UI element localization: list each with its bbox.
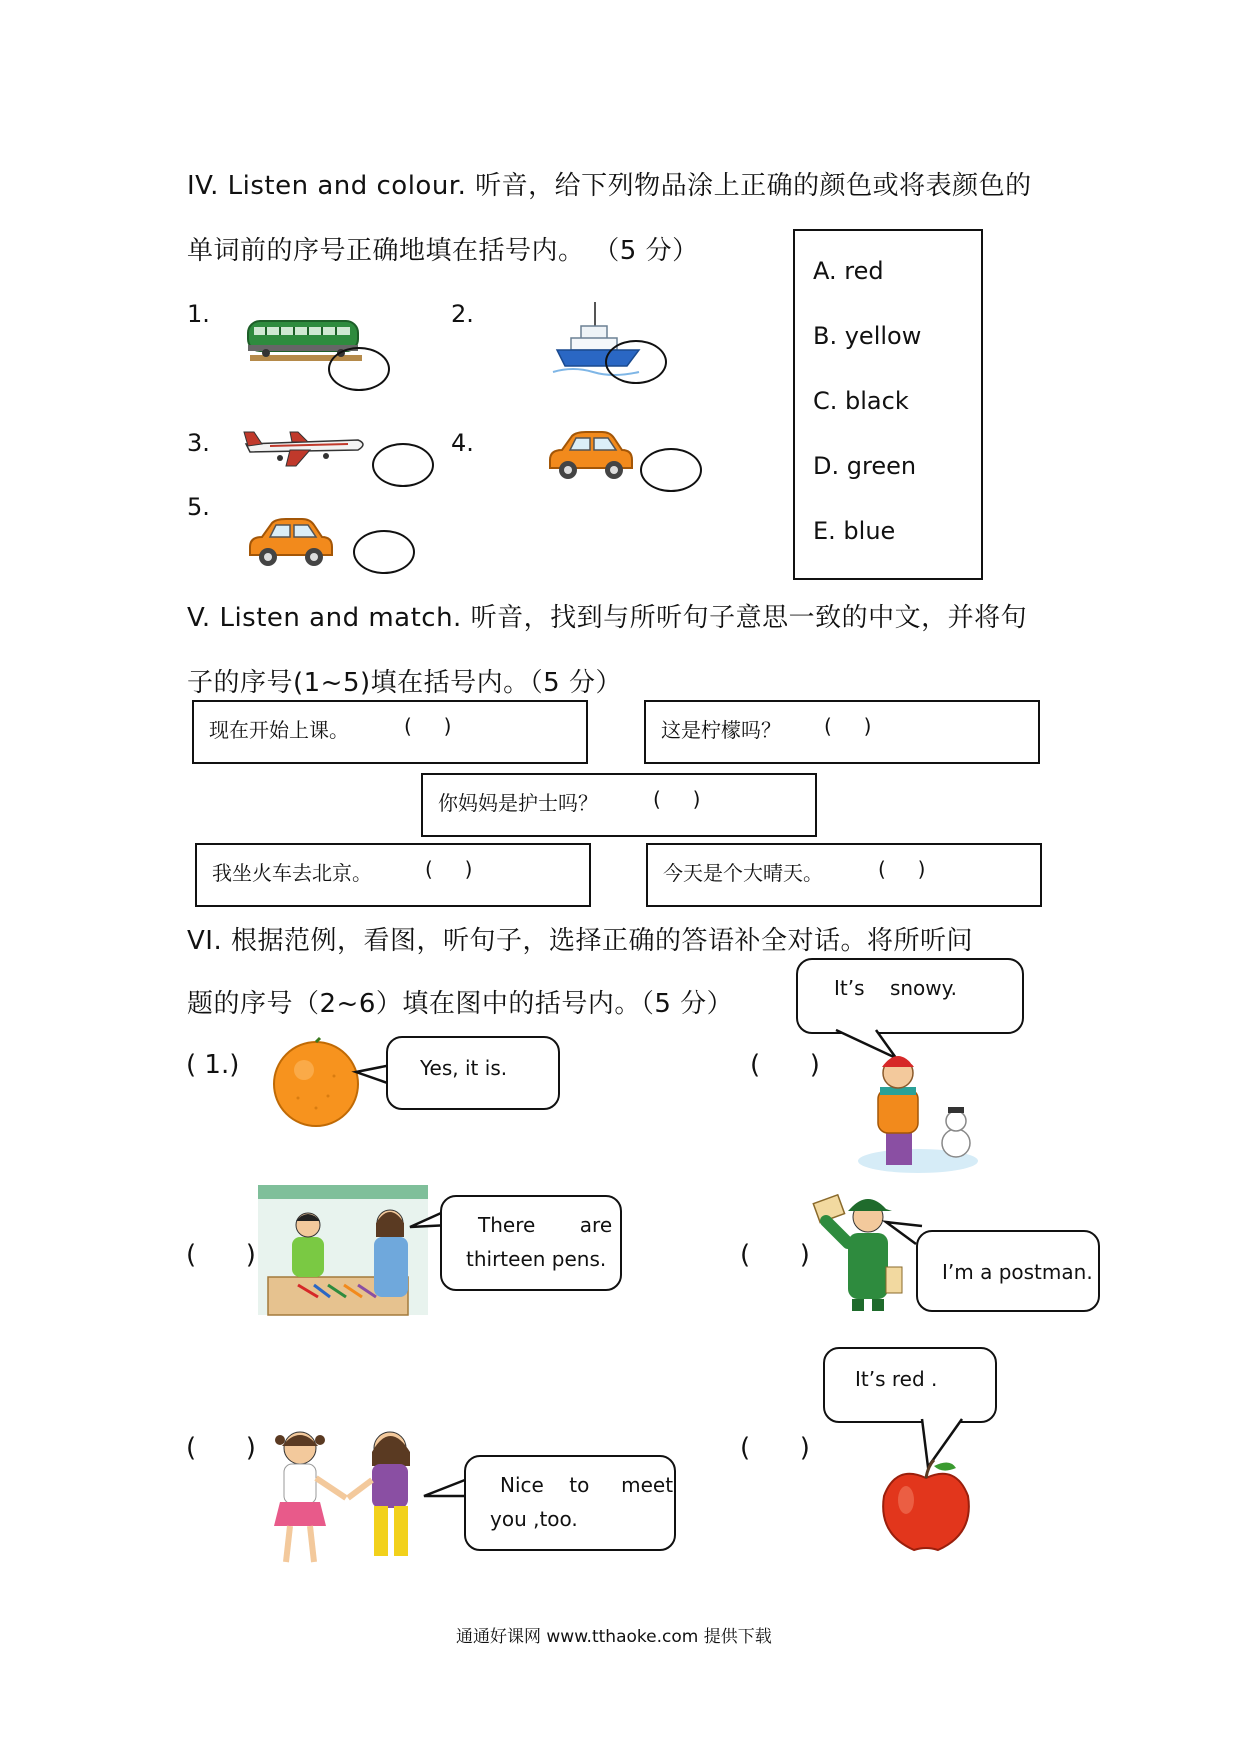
item-number-3: 3. [187, 429, 210, 457]
match-text: 你妈妈是护士吗？ [438, 791, 598, 815]
answer-circle-5[interactable] [353, 530, 415, 574]
section5-title-line1: V. Listen and match. 听音，找到与所听句子意思一致的中文，并将句 [187, 603, 1028, 633]
speech-bubble-postman: I’m a postman. [916, 1230, 1100, 1312]
orange-picture [268, 1036, 364, 1126]
two-girls-shaking-hands-picture [250, 1422, 440, 1572]
answer-paren[interactable]: ( ) [750, 1050, 820, 1080]
match-text: 我坐火车去北京。 [212, 861, 372, 885]
match-box-1 [192, 700, 588, 764]
match-box-2 [644, 700, 1040, 764]
option-red: A. red [813, 257, 884, 285]
speech-bubble-snowy: It’s snowy. [796, 958, 1024, 1034]
match-paren[interactable]: ( ) [878, 857, 926, 881]
option-yellow: B. yellow [813, 322, 922, 350]
option-black: C. black [813, 387, 909, 415]
option-green: D. green [813, 452, 917, 480]
section6-title-line1: VI. 根据范例，看图，听句子，选择正确的答语补全对话。将所听问 [187, 926, 973, 956]
car-picture [546, 428, 636, 482]
speech-bubble-nice-to-meet-you: Nice to meet you ,too. [464, 1455, 676, 1551]
item-number-5: 5. [187, 493, 210, 521]
option-blue: E. blue [813, 517, 896, 545]
colour-options-box [793, 229, 983, 580]
airplane-picture [240, 422, 370, 472]
match-text: 今天是个大晴天。 [663, 861, 823, 885]
item-number-2: 2. [451, 300, 474, 328]
classroom-pens-picture [258, 1185, 428, 1315]
child-in-snow-picture [856, 1045, 986, 1175]
apple-picture [876, 1456, 976, 1556]
answer-circle-2[interactable] [605, 340, 667, 384]
answer-paren[interactable]: ( ) [186, 1240, 256, 1270]
section4-title-line2: 单词前的序号正确地填在括号内。 （5 分） [187, 236, 699, 266]
match-paren[interactable]: ( ) [824, 714, 872, 738]
match-box-4 [195, 843, 591, 907]
answer-circle-3[interactable] [372, 443, 434, 487]
section5-title-line2: 子的序号(1~5)填在括号内。（5 分） [187, 668, 622, 698]
speech-bubble-yes-it-is: Yes, it is. [386, 1036, 560, 1110]
answer-circle-4[interactable] [640, 448, 702, 492]
match-box-3 [421, 773, 817, 837]
section6-title-line2: 题的序号（2~6）填在图中的括号内。（5 分） [187, 989, 734, 1019]
car-picture [246, 515, 336, 569]
answer-paren[interactable]: ( ) [740, 1240, 810, 1270]
match-box-5 [646, 843, 1042, 907]
match-text: 现在开始上课。 [209, 718, 349, 742]
match-paren[interactable]: ( ) [653, 787, 701, 811]
answer-paren[interactable]: ( ) [740, 1433, 810, 1463]
footer-text: 通通好课网 www.tthaoke.com 提供下载 [456, 1627, 772, 1647]
item-number-1: 1. [187, 300, 210, 328]
speech-bubble-thirteen-pens: There are thirteen pens. [440, 1195, 622, 1291]
match-paren[interactable]: ( ) [404, 714, 452, 738]
speech-bubble-red: It’s red . [823, 1347, 997, 1423]
item-number-4: 4. [451, 429, 474, 457]
answer-paren[interactable]: ( ) [186, 1433, 256, 1463]
section4-title-line1: IV. Listen and colour. 听音，给下列物品涂上正确的颜色或将表颜色的 [187, 171, 1032, 201]
answer-circle-1[interactable] [328, 347, 390, 391]
example-label: ( 1.) [186, 1050, 240, 1080]
match-paren[interactable]: ( ) [425, 857, 473, 881]
match-text: 这是柠檬吗？ [661, 718, 781, 742]
